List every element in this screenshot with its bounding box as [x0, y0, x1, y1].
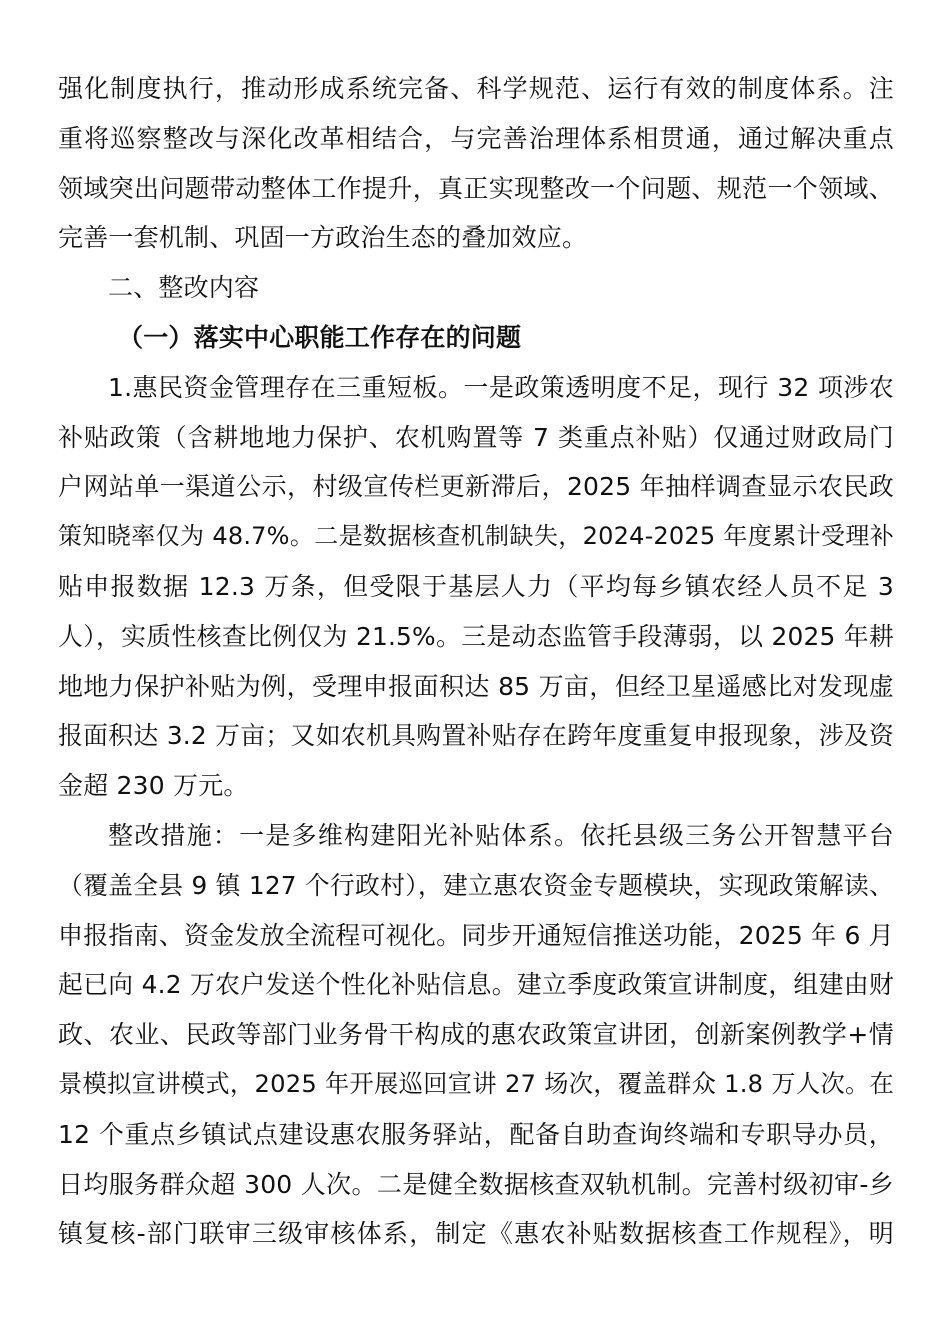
section-heading: 二、整改内容: [108, 273, 260, 303]
paragraph-line: 1.惠民资金管理存在三重短板。一是政策透明度不足，现行 32 项涉农: [108, 372, 894, 402]
paragraph-line: 镇复核-部门联审三级审核体系，制定《惠农补贴数据核查工作规程》，明: [58, 1219, 894, 1249]
paragraph-line: 补贴政策（含耕地地力保护、农机购置等 7 类重点补贴）仅通过财政局门: [58, 422, 894, 452]
paragraph-line: 完善一套机制、巩固一方政治生态的叠加效应。: [58, 223, 588, 253]
paragraph-line: 领域突出问题带动整体工作提升，真正实现整改一个问题、规范一个领域、: [58, 173, 894, 203]
paragraph-line: （覆盖全县 9 镇 127 个行政村），建立惠农资金专题模块，实现政策解读、: [58, 870, 894, 900]
paragraph-line: 日均服务群众超 300 人次。二是健全数据核查双轨机制。完善村级初审-乡: [58, 1169, 894, 1199]
subsection-heading: （一）落实中心职能工作存在的问题: [118, 322, 522, 352]
paragraph-line: 景模拟宣讲模式，2025 年开展巡回宣讲 27 场次，覆盖群众 1.8 万人次。在: [58, 1069, 894, 1098]
paragraph-line: 户网站单一渠道公示，村级宣传栏更新滞后，2025 年抽样调查显示农民政: [58, 472, 894, 502]
paragraph-line: 申报指南、资金发放全流程可视化。同步开通短信推送功能，2025 年 6 月: [58, 920, 894, 950]
paragraph-line: 金超 230 万元。: [58, 771, 249, 801]
paragraph-line: 12 个重点乡镇试点建设惠农服务驿站，配备自助查询终端和专职导办员，: [58, 1119, 894, 1149]
paragraph-line: 强化制度执行，推动形成系统完备、科学规范、运行有效的制度体系。注: [58, 74, 894, 103]
paragraph-line: 报面积达 3.2 万亩；又如农机具购置补贴存在跨年度重复申报现象，涉及资: [58, 721, 894, 751]
paragraph-line: 人），实质性核查比例仅为 21.5%。三是动态监管手段薄弱，以 2025 年耕: [58, 621, 894, 651]
paragraph-line: 起已向 4.2 万农户发送个性化补贴信息。建立季度政策宣讲制度，组建由财: [58, 970, 894, 1000]
document-page: [58, 64, 894, 1259]
paragraph-line: 地地力保护补贴为例，受理申报面积达 85 万亩，但经卫星遥感比对发现虚: [58, 671, 894, 701]
paragraph-line: 重将巡察整改与深化改革相结合，与完善治理体系相贯通，通过解决重点: [58, 123, 894, 153]
paragraph-line: 策知晓率仅为 48.7%。二是数据核查机制缺失，2024-2025 年度累计受理补: [58, 522, 894, 551]
paragraph-line: 贴申报数据 12.3 万条，但受限于基层人力（平均每乡镇农经人员不足 3: [58, 571, 894, 601]
paragraph-line: 政、农业、民政等部门业务骨干构成的惠农政策宣讲团，创新案例教学+情: [58, 1020, 894, 1050]
paragraph-line: 整改措施：一是多维构建阳光补贴体系。依托县级三务公开智慧平台: [108, 820, 894, 850]
